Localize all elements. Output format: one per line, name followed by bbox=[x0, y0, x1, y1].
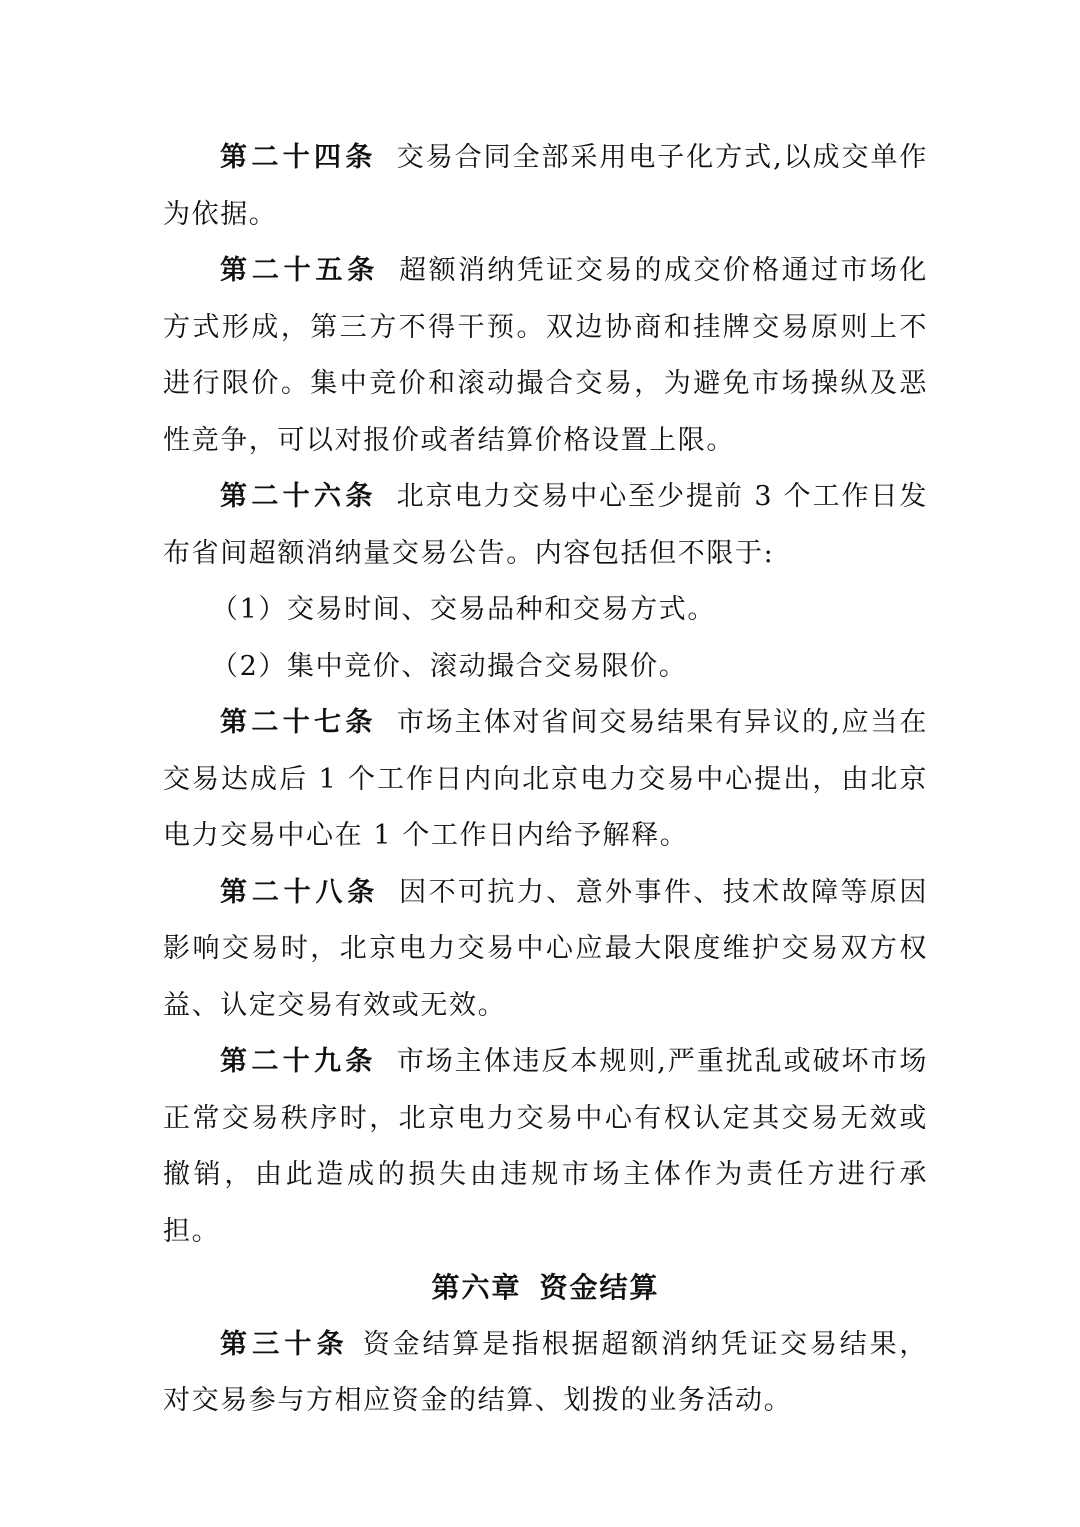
article-27 bbox=[163, 695, 928, 865]
article-number: 第二十七条 bbox=[220, 707, 377, 738]
article-text: 资金结算是指根据超额消纳凭证交易结果，对交易参与方相应资金的结算、划拨的业务活动。 bbox=[163, 1328, 929, 1416]
article-number: 第二十八条 bbox=[220, 876, 380, 908]
article-number: 第二十九条 bbox=[220, 1046, 377, 1077]
article-number: 第二十四条 bbox=[220, 142, 377, 173]
article-26 bbox=[163, 469, 928, 582]
document-page bbox=[163, 130, 928, 1430]
article-number: 第二十六条 bbox=[220, 481, 377, 512]
article-25 bbox=[163, 243, 928, 469]
article-text: 市场主体对省间交易结果有异议的,应当在交易达成后 1 个工作日内向北京电力交易中心提出，由北京电力交易中心在 1 个工作日内给予解释。 bbox=[163, 707, 929, 851]
list-item-text: （2）集中竞价、滚动撮合交易限价。 bbox=[211, 650, 688, 682]
article-29 bbox=[163, 1034, 928, 1260]
chapter-title: 资金结算 bbox=[539, 1271, 660, 1304]
article-24 bbox=[163, 130, 928, 243]
chapter-number: 第六章 bbox=[431, 1271, 522, 1304]
list-item-text: （1）交易时间、交易品种和交易方式。 bbox=[211, 594, 716, 625]
article-30 bbox=[163, 1317, 928, 1430]
article-number: 第三十条 bbox=[220, 1328, 349, 1360]
list-item-2 bbox=[163, 639, 928, 696]
article-28 bbox=[163, 865, 928, 1035]
chapter-heading bbox=[163, 1260, 928, 1317]
article-text: 因不可抗力、意外事件、技术故障等原因影响交易时，北京电力交易中心应最大限度维护交易双方权益、认定交易有效或无效。 bbox=[163, 876, 928, 1021]
list-item-1 bbox=[163, 582, 928, 639]
article-text: 市场主体违反本规则,严重扰乱或破坏市场正常交易秩序时，北京电力交易中心有权认定其交易无效或撤销，由此造成的损失由违规市场主体作为责任方进行承担。 bbox=[163, 1046, 929, 1247]
article-text: 超额消纳凭证交易的成交价格通过市场化方式形成，第三方不得干预。双边协商和挂牌交易原则上不进行限价。集中竞价和滚动撮合交易，为避免市场操纵及恶性竞争，可以对报价或者结算价格设置上限。 bbox=[163, 255, 928, 456]
article-number: 第二十五条 bbox=[220, 255, 380, 286]
article-text: 北京电力交易中心至少提前 3 个工作日发布省间超额消纳量交易公告。内容包括但不限于: bbox=[163, 481, 929, 569]
article-text: 交易合同全部采用电子化方式,以成交单作为依据。 bbox=[163, 142, 929, 230]
